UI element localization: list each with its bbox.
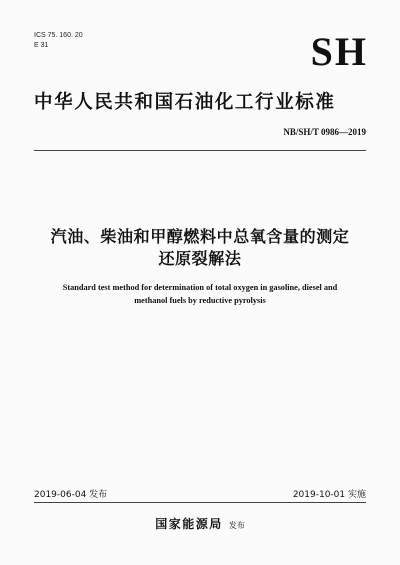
- ccs-code: E 31: [34, 42, 49, 49]
- standard-code: NB/SH/T 0986—2019: [283, 127, 366, 137]
- implementation-date: 2019-10-01 实施: [292, 490, 366, 500]
- issuer-suffix: 发布: [228, 521, 245, 530]
- standard-category-name: 中华人民共和国石油化工行业标准: [34, 92, 336, 113]
- english-title-line-1: Standard test method for determination of total oxygen in gasoline, diesel and: [62, 283, 338, 292]
- chinese-title-line-2: 还原裂解法: [158, 249, 242, 268]
- ics-code: ICS 75. 160. 20: [34, 32, 83, 39]
- issuer-name: 国家能源局: [155, 517, 223, 531]
- sh-logo: SH: [310, 29, 368, 74]
- bottom-divider: [34, 502, 366, 503]
- chinese-title-line-1: 汽油、柴油和甲醇燃料中总氧含量的测定: [50, 227, 350, 246]
- issue-date: 2019-06-04 发布: [34, 490, 108, 500]
- classification-codes: [34, 31, 83, 51]
- top-divider: [34, 150, 366, 151]
- issuer: [0, 513, 400, 532]
- english-title-line-2: methanol fuels by reductive pyrolysis: [134, 296, 266, 305]
